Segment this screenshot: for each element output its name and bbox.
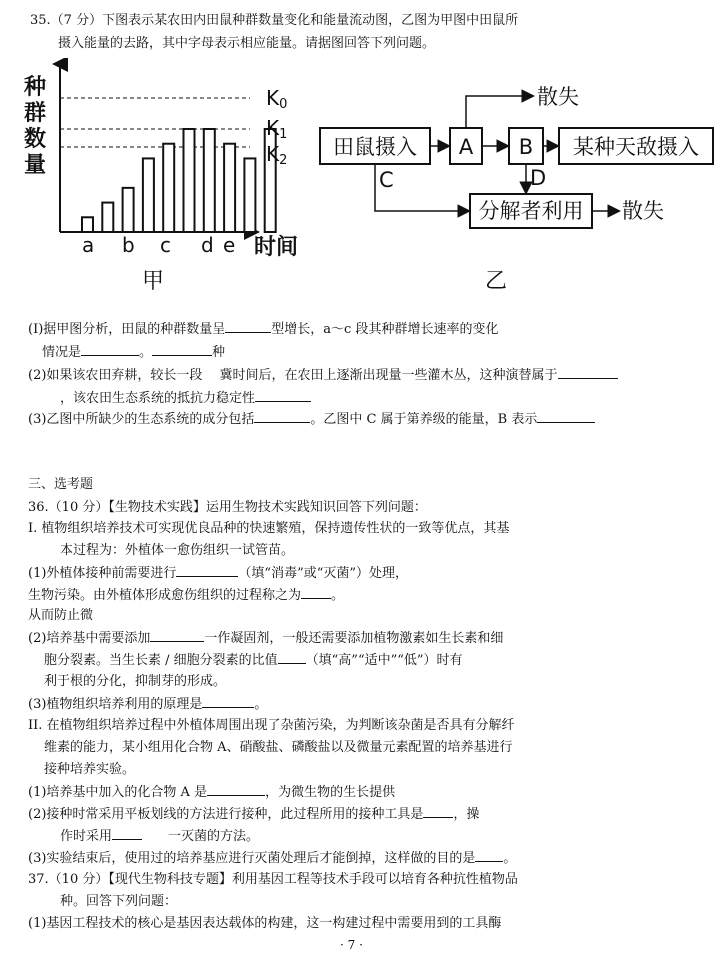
- q36-ii-line2: 维素的能力，某小组用化合物 A、硝酸盐、磷酸盐以及微量元素配置的培养基进行: [44, 740, 513, 755]
- x-tick-d: d: [201, 233, 214, 257]
- q36-i-line1: I. 植物组织培养技术可实现优良品种的快速繁殖，保持遗传性状的一致等优点，其基: [28, 521, 510, 536]
- answer-blank[interactable]: [225, 320, 271, 333]
- label-predator-intake: 某种天敌摄入: [573, 135, 699, 159]
- q36-heading: 36.（10 分）【生物技术实践】运用生物技术实践知识回答下列问题：: [28, 500, 427, 515]
- q37-heading-line2: 种。回答下列问题：: [60, 894, 178, 909]
- q36-b-line1: (2)培养基中需要添加 一作凝固剂，一般还需要添加植物激素如生长素和细: [28, 631, 504, 646]
- answer-blank[interactable]: [301, 586, 331, 599]
- page-number: · 7 ·: [340, 938, 363, 952]
- answer-blank[interactable]: [537, 410, 595, 423]
- q36-b-line3: 利于根的分化，抑制芽的形成。: [44, 674, 227, 689]
- k1-label: K1: [266, 116, 288, 142]
- q35-heading-line1: 35.（7 分）下图表示某农田内田鼠种群数量变化和能量流动图，乙图为甲图中田鼠所: [30, 13, 519, 28]
- x-tick-c: c: [160, 233, 171, 257]
- x-tick-b: b: [122, 233, 135, 257]
- q35-heading-line2: 摄入能量的去路，其中字母表示相应能量。请据图回答下列问题。: [58, 36, 436, 51]
- answer-blank[interactable]: [207, 783, 265, 796]
- bar-8: [224, 144, 235, 232]
- q36-a-line3: 从而防止微: [28, 608, 94, 623]
- ylabel-char-1: 种: [24, 75, 47, 100]
- q36-b-line2: 胞分裂素。当生长素 / 细胞分裂素的比值 （填“高”“适中”“低”）时有: [44, 653, 463, 668]
- answer-blank[interactable]: [423, 805, 453, 818]
- arrow-a-to-lost: [466, 96, 532, 128]
- k0-label: K0: [266, 86, 288, 112]
- energy-flow-diagram: [316, 72, 720, 298]
- q37-a-line1: (1)基因工程技术的核心是基因表达载体的构建，这一构建过程中需要用到的工具酶: [28, 916, 502, 931]
- q36-c-line1: (3)植物组织培养利用的原理是 。: [28, 697, 268, 712]
- q35-part1-line2: 情况是 。 种: [42, 345, 226, 360]
- q35-part3: (3)乙图中所缺少的生态系统的成分包括 。乙图中 C 属于第养级的能量，B 表示: [28, 410, 595, 428]
- q37-heading-line1: 37.（10 分）【现代生物科技专题】利用基因工程等技术手段可以培育各种抗性植物品: [28, 872, 518, 887]
- answer-blank[interactable]: [255, 389, 311, 402]
- label-lost-1: 散失: [537, 85, 579, 109]
- q35-part2-line2: ，该农田生态系统的抵抗力稳定性: [60, 389, 311, 407]
- answer-blank[interactable]: [150, 629, 204, 642]
- q36-a-line2: 生物污染。由外植体形成愈伤组织的过程称之为 。: [28, 588, 345, 603]
- label-vole-intake: 田鼠摄入: [333, 135, 417, 159]
- answer-blank[interactable]: [176, 564, 238, 577]
- label-d: D: [530, 166, 547, 190]
- q36-e-line2: 作时采用 一灭菌的方法。: [60, 829, 260, 844]
- label-a: A: [458, 135, 474, 159]
- bar-7: [204, 129, 215, 232]
- answer-blank[interactable]: [475, 849, 503, 862]
- q36-i-line2: 本过程为：外植体一愈伤组织一试管苗。: [60, 543, 295, 558]
- q35-part2-line1: (2)如果该农田弃耕，较长一段 冀时间后，在农田上逐渐出现量一些灌木丛，这种演替属于: [28, 366, 618, 384]
- k2-label: K2: [266, 142, 288, 168]
- answer-blank[interactable]: [278, 651, 306, 664]
- figure-caption-yi: 乙: [484, 269, 508, 294]
- q36-ii-line3: 接种培养实验。: [44, 762, 136, 777]
- bar-2: [102, 203, 113, 232]
- bar-4: [143, 158, 154, 232]
- section-title: 三、选考题: [28, 477, 94, 492]
- x-tick-a: a: [82, 233, 95, 257]
- x-axis-title: 时间: [254, 235, 299, 260]
- q35-part1-line1: (I)据甲图分析，田鼠的种群数量呈 型增长，a～c 段其种群增长速率的变化: [28, 322, 499, 337]
- bar-1: [82, 217, 93, 232]
- answer-blank[interactable]: [558, 366, 618, 379]
- bar-5: [163, 144, 174, 232]
- q36-a-line1: (1)外植体接种前需要进行 （填“消毒”或“灭菌”）处理，: [28, 566, 409, 581]
- bar-6: [184, 129, 195, 232]
- label-decomposer: 分解者利用: [478, 199, 584, 223]
- ylabel-char-2: 群: [24, 101, 47, 126]
- answer-blank[interactable]: [112, 827, 142, 840]
- q36-d-line1: (1)培养基中加入的化合物 A 是 ，为微生物的生长提供: [28, 785, 396, 800]
- label-c: C: [379, 168, 394, 192]
- answer-blank[interactable]: [81, 343, 139, 356]
- label-b: B: [518, 135, 534, 159]
- answer-blank[interactable]: [254, 410, 310, 423]
- ylabel-char-3: 数: [24, 127, 47, 152]
- answer-blank[interactable]: [152, 343, 212, 356]
- q36-e-line1: (2)接种时常采用平板划线的方法进行接种，此过程所用的接种工具是 ，操: [28, 807, 480, 822]
- answer-blank[interactable]: [202, 695, 254, 708]
- bar-3: [123, 188, 134, 232]
- population-bar-chart: [24, 58, 324, 298]
- bar-9: [244, 158, 255, 232]
- label-lost-2: 散失: [622, 199, 664, 223]
- q36-ii-line1: II. 在植物组织培养过程中外植体周围出现了杂菌污染，为判断该杂菌是否具有分解纤: [28, 718, 515, 733]
- x-tick-e: e: [223, 233, 236, 257]
- figure-caption-jia: 甲: [142, 269, 165, 294]
- ylabel-char-4: 量: [24, 153, 47, 178]
- q36-f-line1: (3)实验结束后，使用过的培养基应进行灭菌处理后才能倒掉，这样做的目的是 。: [28, 851, 517, 866]
